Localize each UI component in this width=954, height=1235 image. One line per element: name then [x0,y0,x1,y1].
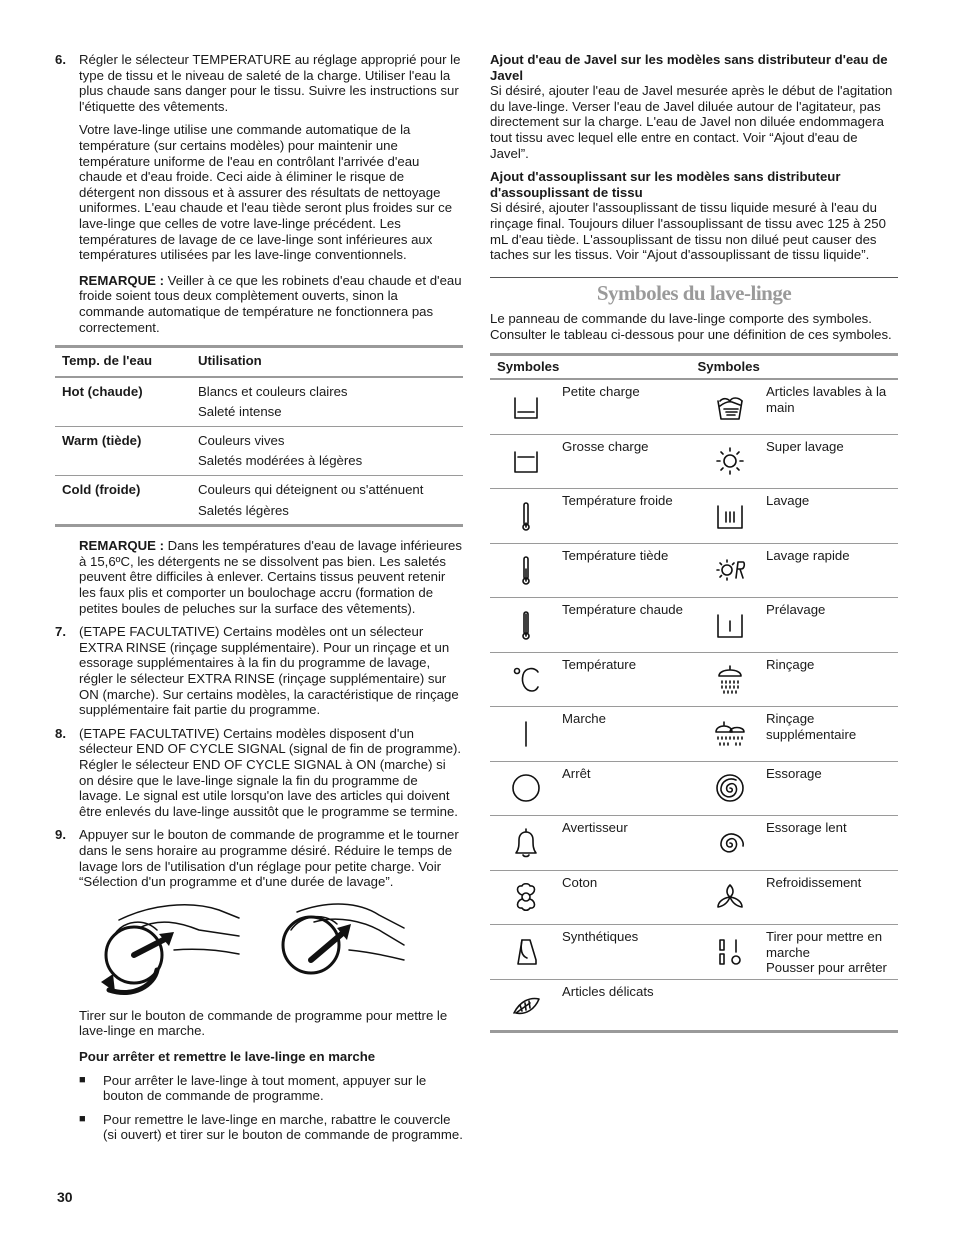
wash-icon [694,489,766,543]
auto-temp-paragraph: Votre lave-linge utilise une commande automatique de la température (sur certains modèles) pour maintenir une température uniforme de l'eau en contrôlant l'arrivée d'eau chaude et d'eau froide. Ceci aide à éliminer le risque de détergent non dissous et à assurer des résultats de nettoyage uniformes. L'eau chaude et l'eau tiède seront plus froides sur ce lave-linge que celles de votre lave-linge précédent. Les températures de lavage de ce lave-linge sont inférieures aux températures utilisées par les lave-linge conventionnels. [79,122,453,263]
symbol-label [766,980,898,1030]
symbol-label: Petite charge [562,384,640,400]
table-row [490,925,898,980]
table-header [490,356,898,381]
symbol-label: Refroidissement [766,874,862,890]
symbol-label: Essorage lent [766,820,847,836]
bullet-square-icon: ■ [79,1112,86,1125]
bleach-heading: Ajout d'eau de Javel sur les modèles sans distributeur d'eau de Javel [490,52,888,83]
temp-cell: Hot (chaude) [62,383,143,399]
stop-restart-heading [79,1049,463,1065]
table-row [490,871,898,926]
symbol-cell [694,762,898,816]
use-cell [198,482,423,518]
hand-turning-knob-icon [79,900,409,1000]
use-line: Blancs et couleurs claires [198,383,348,399]
table-row [490,762,898,817]
super-wash-icon [694,435,766,489]
symbol-label: Avertisseur [562,820,628,836]
symbol-cell [490,598,694,652]
empty-icon-slot [694,980,766,1030]
symbols-rows [490,380,898,1030]
note-text: Veiller à ce que les robinets d'eau chaude et d'eau froide soient tous deux complètement ouverts, sinon la commande automatique de température ne fonctionnera pas correctement. [79,272,462,335]
use-line: Couleurs qui déteignent ou s'atténuent [198,482,424,498]
page-number: 30 [57,1189,73,1205]
step-text: (ETAPE FACULTATIVE) Certains modèles disposent d'un sélecteur END OF CYCLE SIGNAL (signal de fin de programme). Régler le sélecteur END OF CYCLE SIGNAL à ON (marche) si on désire que le lave-linge signale la fin du programme de lavage. Le signal est utile lorsqu'on lave des articles qui doivent être enlevés du lave-linge aussitôt que le programme se termine. [79,725,462,819]
section-title: Symboles du lave-linge [596,280,792,305]
hot-temp-icon [490,598,562,652]
extra-rinse-icon [694,707,766,761]
symbol-label: Rinçage [766,656,815,672]
symbol-label: Prélavage [766,602,826,618]
note-text: Dans les températures d'eau de lavage inférieures à 15,6ºC, les détergents ne se dissolvent pas bien. Les saletés peuvent être difficiles à enlever. Certains tissus peuvent retenir les faux plis et comporter un boulochage accru (formation de petites boules de peluches sur la surface des vêtements). [79,538,462,616]
slow-spin-icon [694,816,766,870]
hand-wash-icon [694,380,766,434]
bullet-square-icon: ■ [79,1073,86,1086]
use-line: Couleurs vives [198,432,285,448]
symbol-label: Super lavage [766,438,844,454]
water-temp-table [55,345,463,527]
symbol-cell [694,544,898,598]
large-load-icon [490,435,562,489]
symbol-cell [694,925,898,979]
col-header-symbols-2: Symboles [697,358,760,374]
stop-restart-heading-text: Pour arrêter et remettre le lave-linge en marche [79,1048,376,1064]
spin-icon [694,762,766,816]
table-row [490,489,898,544]
table-row [55,476,463,524]
note-label: REMARQUE : [79,272,164,288]
right-column [490,52,898,1033]
symbol-cell [490,925,694,979]
cold-temp-icon [490,489,562,543]
use-line: Saleté intense [198,404,282,420]
note-label: REMARQUE : [79,538,164,554]
symbol-cell [694,980,898,1030]
temp-cell: Warm (tiède) [62,432,142,448]
step-text: Régler le sélecteur TEMPERATURE au réglage approprié pour le type de tissu et le niveau de saleté de la charge. Utiliser l'eau la plus chaude sans danger pour le tissu. Suivre les instructions sur l'étiquette des vêtements. [79,52,461,114]
note-paragraph [79,273,463,335]
col-header-temp: Temp. de l'eau [62,353,153,369]
use-line: Saletés modérées à légères [198,453,363,469]
step-7 [55,624,463,718]
symbol-label: Température [562,656,637,672]
step-number: 8. [55,725,66,741]
warm-temp-icon [490,544,562,598]
symbol-cell [694,871,898,925]
symbol-label: Essorage [766,765,822,781]
small-load-icon [490,380,562,434]
table-row [490,980,898,1030]
prewash-icon [694,598,766,652]
table-row [490,598,898,653]
symbol-cell [490,816,694,870]
bullet-text: Pour remettre le lave-linge en marche, rabattre le couvercle (si ouvert) et tirer sur le bouton de commande de programme. [103,1111,463,1143]
step-text: (ETAPE FACULTATIVE) Certains modèles ont un sélecteur EXTRA RINSE (rinçage supplémentaire). Pour un rinçage et un essorage supplémentaires à la fin du programme de lavage, régler le sélecteur EXTRA RINSE (rinçage supplémentaire) sur ON (marche). Sur certains modèles, la caractéristique de rinçage supplémentaire fait partie du programme. [79,624,459,718]
symbol-label: Articles délicats [562,983,654,999]
symbol-label: Température chaude [562,602,683,618]
section-divider [490,277,898,278]
table-row [490,544,898,599]
temperature-icon [490,653,562,707]
symbol-cell [490,980,694,1030]
symbol-label: Marche [562,711,606,727]
step-text: Appuyer sur le bouton de commande de programme et le tourner dans le sens horaire au programme désiré. Réduire le temps de lavage lors de l'utilisation d'un réglage pour petite charge. Voir “Sélection d'un programme et d'une durée de lavage”. [79,827,459,890]
list-item [79,1112,463,1143]
use-line: Saletés légères [198,502,289,518]
pull-knob-text: Tirer sur le bouton de commande de programme pour mettre le lave-linge en marche. [79,1007,448,1039]
symbol-label: Température froide [562,493,673,509]
softener-text: Si désiré, ajouter l'assouplissant de tissu liquide mesuré à l'eau du rinçage final. Toujours diluer l'assouplissant de tissu avec 125 à 250 mL d'eau tiède. L'assouplissant de tissu non dilué peut causer des taches sur les tissus. Voir “Ajout d'assouplissant de tissu liquide”. [490,200,886,263]
quick-wash-icon [694,544,766,598]
delicates-icon [490,980,562,1030]
symbol-cell [694,653,898,707]
symbol-cell [490,544,694,598]
temp-cell: Cold (froide) [62,482,141,498]
symbol-label: Température tiède [562,547,669,563]
step-number: 7. [55,624,66,640]
symbol-label: Grosse charge [562,438,649,454]
note-paragraph-2 [79,538,463,616]
symbol-cell [694,598,898,652]
table-row [490,816,898,871]
symbol-cell [490,489,694,543]
symbol-cell [694,816,898,870]
step-8 [55,726,463,820]
step-number: 9. [55,827,66,843]
list-item [79,1073,463,1104]
symbol-cell [694,707,898,761]
symbol-cell [490,380,694,434]
knob-illustration [79,900,463,1000]
symbol-label: Synthétiques [562,929,639,945]
symbol-cell [490,707,694,761]
use-cell [198,384,348,420]
symbol-cell [490,762,694,816]
table-row [55,427,463,476]
table-row [55,378,463,427]
symbol-cell [694,489,898,543]
symbols-table [490,353,898,1033]
symbol-label: Tirer pour mettre en marche Pousser pour arrêter [766,929,887,976]
section-intro: Le panneau de commande du lave-linge comporte des symboles. Consulter le tableau ci-dessous pour une définition de ces symboles. [490,311,892,342]
use-cell [198,433,362,469]
symbol-cell [694,380,898,434]
pull-push-icon [694,925,766,979]
bleach-text: Si désiré, ajouter l'eau de Javel mesurée après le début de l'agitation du lave-linge. Verser l'eau de Javel diluée autour de l'agitateur, pas directement sur la charge. L'eau de Javel non diluée endommagera tout tissu avec lequel elle entre en contact. Voir “Ajout d'eau de Javel”. [490,83,893,161]
step-number: 6. [55,52,66,67]
cotton-icon [490,871,562,925]
symbol-cell [490,871,694,925]
table-row [490,653,898,708]
left-column [55,52,463,1151]
symbol-label: Lavage rapide [766,547,850,563]
symbol-label: Rinçage supplémentaire [766,711,857,742]
on-icon [490,707,562,761]
cooldown-icon [694,871,766,925]
table-row [490,380,898,435]
col-header-use: Utilisation [198,353,262,369]
col-header-symbols: Symboles [497,358,560,374]
off-icon [490,762,562,816]
table-row [490,435,898,490]
rinse-icon [694,653,766,707]
symbol-label: Lavage [766,493,810,509]
table-row [490,707,898,762]
signal-bell-icon [490,816,562,870]
symbol-cell [694,435,898,489]
symbol-cell [490,435,694,489]
synthetics-icon [490,925,562,979]
table-header [55,348,463,378]
step-9 [55,827,463,889]
symbol-cell [490,653,694,707]
symbol-label: Articles lavables à la main [766,384,887,415]
softener-heading: Ajout d'assouplissant sur les modèles sans distributeur d'assouplissant de tissu [490,169,841,200]
step-6 [55,52,463,114]
symbol-label: Arrêt [562,765,591,781]
symbol-label: Coton [562,874,598,890]
bullet-text: Pour arrêter le lave-linge à tout moment, appuyer sur le bouton de commande de programme. [103,1072,427,1104]
